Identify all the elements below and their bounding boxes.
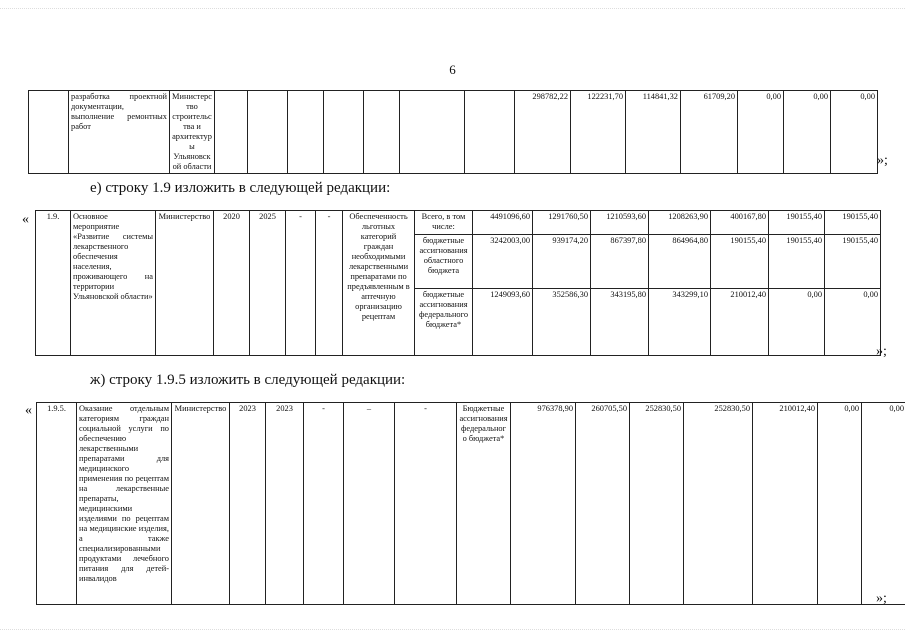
cell-empty xyxy=(215,91,248,174)
cell-value: 0,00 xyxy=(769,289,825,356)
cell-value: 0,00 xyxy=(738,91,784,174)
cell-value: 0,00 xyxy=(825,289,881,356)
cell-start-year: 2020 xyxy=(214,211,250,356)
cell-value: 190155,40 xyxy=(769,211,825,235)
cell-value: 190155,40 xyxy=(825,211,881,235)
cell-value: 867397,80 xyxy=(591,235,649,289)
opening-quote: « xyxy=(22,212,29,227)
cell-executor: Министерство строительства и архитектуры Ульяновской области xyxy=(170,91,215,174)
cell-value: 0,00 xyxy=(818,403,862,605)
cell-empty xyxy=(248,91,288,174)
cell-value: 122231,70 xyxy=(571,91,626,174)
cell-source: бюджетные ассигнования областного бюджета xyxy=(415,235,473,289)
cell-source: Всего, в том числе: xyxy=(415,211,473,235)
section-heading: ж) строку 1.9.5 изложить в следующей редакции: xyxy=(90,372,406,388)
cell-indicator: Обеспеченность льготных категорий граждан необходимыми лекарственными препаратами по предъявленным в аптечную организацию рецептам xyxy=(343,211,415,356)
cell-start-year: 2023 xyxy=(230,403,266,605)
cell-end-year: 2023 xyxy=(266,403,304,605)
cell-value: 976378,90 xyxy=(511,403,576,605)
cell-source: бюджетные ассигнования федерального бюджета* xyxy=(415,289,473,356)
cell-dash: - xyxy=(395,403,457,605)
cell-value: 3242003,00 xyxy=(473,235,533,289)
cell-empty xyxy=(465,91,515,174)
page-number: 6 xyxy=(449,62,456,77)
cell-value: 939174,20 xyxy=(533,235,591,289)
cell-value: 1208263,90 xyxy=(649,211,711,235)
cell-num: 1.9. xyxy=(36,211,71,356)
cell-value: 1249093,60 xyxy=(473,289,533,356)
cell-value: 190155,40 xyxy=(711,235,769,289)
cell-num xyxy=(29,91,69,174)
cell-name: Основное мероприятие «Развитие системы лекарственного обеспечения населения, проживающего на территории Ульяновской области» xyxy=(71,211,156,356)
cell-num: 1.9.5. xyxy=(37,403,77,605)
cell-empty xyxy=(288,91,324,174)
cell-value: 864964,80 xyxy=(649,235,711,289)
cell-value: 352586,30 xyxy=(533,289,591,356)
opening-quote: « xyxy=(25,403,32,418)
scan-top-edge xyxy=(0,8,905,15)
cell-dash: – xyxy=(344,403,395,605)
cell-dash: - xyxy=(286,211,316,356)
cell-empty xyxy=(324,91,364,174)
cell-name: разработка проектной документации, выполнение ремонтных работ xyxy=(69,91,170,174)
cell-value: 298782,22 xyxy=(515,91,571,174)
cell-name: Оказание отдельным категориям граждан социальной услуги по обеспечению лекарственными препаратами для медицинского применения по рецептам на лекарственные препараты, медицинскими изделиями по рецептам на медицинские изделия, а также специализированными продуктами лечебного питания для детей-инвалидов xyxy=(77,403,172,605)
scan-bottom-edge xyxy=(0,629,905,636)
cell-value: 0,00 xyxy=(831,91,878,174)
cell-value: 343299,10 xyxy=(649,289,711,356)
cell-source: Бюджетные ассигнования федерального бюджета* xyxy=(457,403,511,605)
cell-executor: Министерство xyxy=(156,211,214,356)
cell-value: 252830,50 xyxy=(630,403,684,605)
cell-dash: - xyxy=(304,403,344,605)
cell-value: 114841,32 xyxy=(626,91,681,174)
cell-value: 61709,20 xyxy=(681,91,738,174)
closing-quote: »; xyxy=(876,344,887,359)
table-row-1-9-5 xyxy=(36,402,905,605)
cell-empty xyxy=(400,91,465,174)
closing-quote: »; xyxy=(877,153,888,168)
cell-value: 343195,80 xyxy=(591,289,649,356)
cell-value: 252830,50 xyxy=(684,403,753,605)
cell-empty xyxy=(364,91,400,174)
cell-value: 4491096,60 xyxy=(473,211,533,235)
cell-value: 190155,40 xyxy=(769,235,825,289)
cell-value: 210012,40 xyxy=(711,289,769,356)
section-heading: е) строку 1.9 изложить в следующей редакции: xyxy=(90,180,391,196)
table-continuation xyxy=(28,90,878,174)
cell-value: 0,00 xyxy=(784,91,831,174)
cell-value: 190155,40 xyxy=(825,235,881,289)
cell-dash: - xyxy=(316,211,343,356)
cell-value: 1210593,60 xyxy=(591,211,649,235)
cell-value: 400167,80 xyxy=(711,211,769,235)
cell-value: 210012,40 xyxy=(753,403,818,605)
cell-value: 0,00 xyxy=(862,403,905,605)
cell-value: 260705,50 xyxy=(576,403,630,605)
cell-value: 1291760,50 xyxy=(533,211,591,235)
closing-quote: »; xyxy=(876,591,887,606)
table-row-1-9 xyxy=(35,210,881,356)
cell-end-year: 2025 xyxy=(250,211,286,356)
cell-executor: Министерство xyxy=(172,403,230,605)
